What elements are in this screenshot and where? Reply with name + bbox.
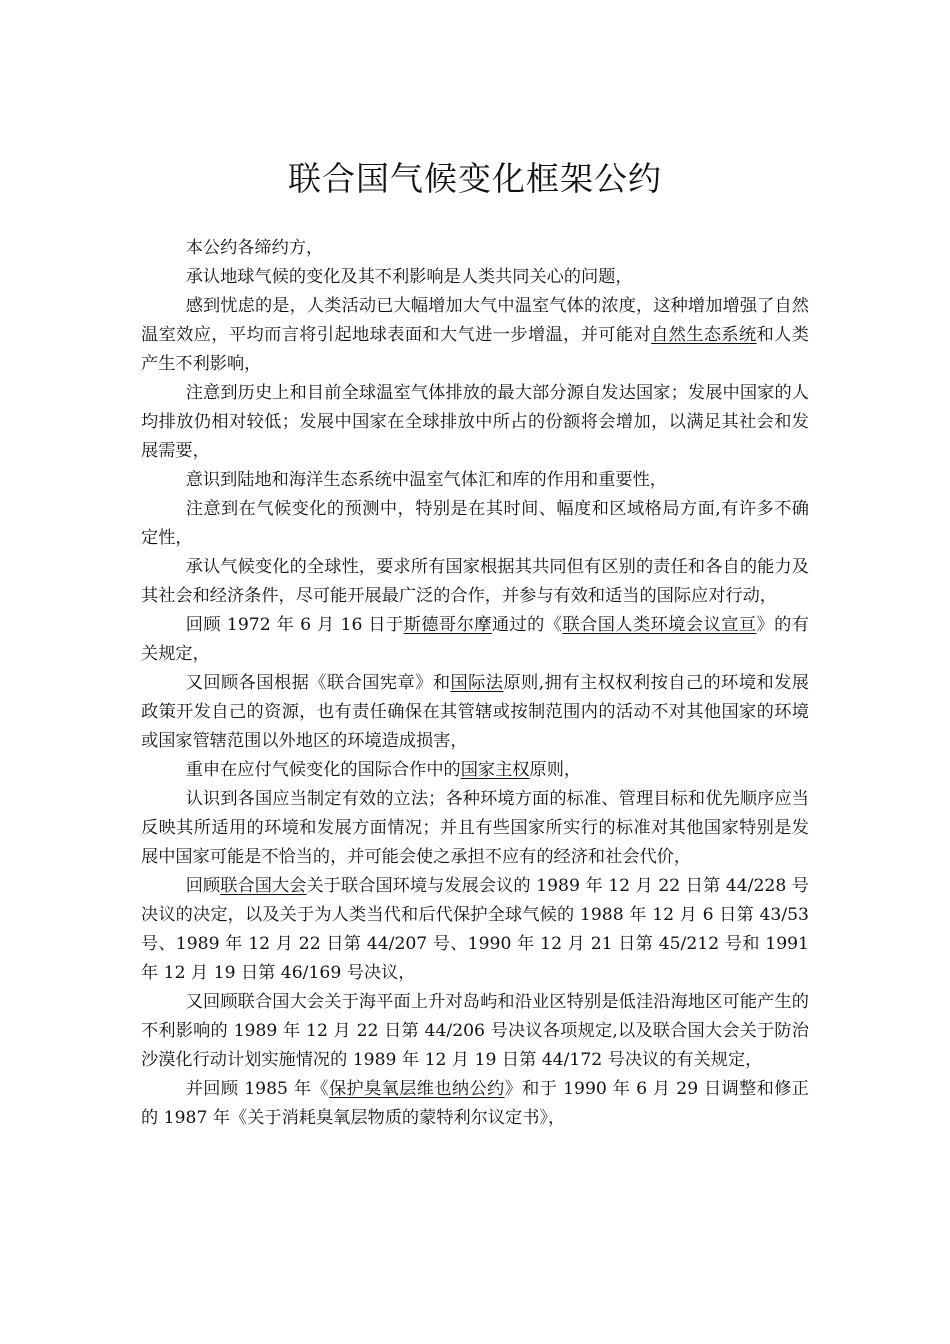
hyperlink[interactable]: 国际法 <box>450 673 504 693</box>
document-title: 联合国气候变化框架公约 <box>288 159 662 198</box>
paragraph <box>141 379 809 466</box>
paragraph-text: 通过的《 <box>491 615 563 635</box>
paragraph-text: 注意到在气候变化的预测中，特别是在其时间、幅度和区域格局方面,有许多不确定性， <box>141 499 809 548</box>
paragraph-text: 感到忧虑的是，人类活动已大幅增加大气中温室气体的浓度，这种增加增强了自然温室效应，平均而言将引起地球表面和大气进一步增温，并可能对 <box>141 296 809 345</box>
paragraph <box>141 553 809 611</box>
document-body <box>141 234 809 1133</box>
paragraph-text: 承认气候变化的全球性，要求所有国家根据其共同但有区别的责任和各自的能力及其社会和经济条件，尽可能开展最广泛的合作，并参与有效和适当的国际应对行动， <box>141 557 809 606</box>
hyperlink[interactable]: 联合国大会 <box>220 876 307 896</box>
paragraph <box>141 669 809 756</box>
paragraph <box>141 611 809 669</box>
paragraph-text: 认识到各国应当制定有效的立法；各种环境方面的标准、管理目标和优先顺序应当反映其所适用的环境和发展方面情况；并且有些国家所实行的标准对其他国家特别是发展中国家可能是不恰当的，并可能会使之承担不应有的经济和社会代价， <box>141 789 809 867</box>
hyperlink[interactable]: 自然生态系统 <box>651 325 757 345</box>
paragraph-text: 回顾 <box>185 876 221 896</box>
paragraph-text: 回顾 1972 年 6 月 16 日于 <box>185 615 404 635</box>
paragraph-text: 并回顾 1985 年《 <box>185 1079 329 1099</box>
paragraph <box>141 785 809 872</box>
paragraph-text: 原则,拥有主权权利按自己的环境和发展政策开发自己的资源，也有责任确保在其管辖或按制范围内的活动不对其他国家的环境或国家管辖范围以外地区的环境造成损害， <box>141 673 809 751</box>
paragraph-text: 注意到历史上和目前全球温室气体排放的最大部分源自发达国家；发展中国家的人均排放仍相对较低；发展中国家在全球排放中所占的份额将会增加，以满足其社会和发展需要， <box>141 383 809 461</box>
paragraph-text: 原则， <box>529 760 582 780</box>
paragraph-text: 重申在应付气候变化的国际合作中的 <box>185 760 461 780</box>
hyperlink[interactable]: 国家主权 <box>460 760 530 780</box>
paragraph-text: 关于联合国环境与发展会议的 1989 年 12 月 22 日第 44/228 号决议的决定，以及关于为人类当代和后代保护全球气候的 1988 年 12 月 6 日第 43/53 号、1989 年 12 月 22 日第 44/207 号、1990 年 12 月 21 日第 45/212 号和 1991 年 12 月 19 日第 46/169 号决议， <box>141 876 809 983</box>
paragraph-text: 和人类产生不利影响， <box>141 325 809 374</box>
paragraph-text: 意识到陆地和海洋生态系统中温室气体汇和库的作用和重要性， <box>185 470 667 490</box>
paragraph <box>141 495 809 553</box>
paragraph-text: 本公约各缔约方， <box>185 238 324 258</box>
paragraph-text: 承认地球气候的变化及其不利影响是人类共同关心的问题， <box>185 267 633 287</box>
paragraph <box>141 1075 809 1133</box>
paragraph <box>141 988 809 1075</box>
paragraph <box>141 234 809 263</box>
hyperlink[interactable]: 联合国人类环境会议宣亘 <box>562 615 757 635</box>
paragraph <box>141 263 809 292</box>
paragraph <box>141 466 809 495</box>
paragraph <box>141 872 809 988</box>
paragraph <box>141 756 809 785</box>
paragraph-text: 》的有关规定， <box>141 615 809 664</box>
hyperlink[interactable]: 保护臭氧层维也纳公约 <box>328 1079 505 1099</box>
hyperlink[interactable]: 斯德哥尔摩 <box>403 615 492 635</box>
paragraph <box>141 292 809 379</box>
paragraph-text: 》和于 1990 年 6 月 29 日调整和修正的 1987 年《关于消耗臭氧层物质的蒙特利尔议定书》， <box>141 1079 809 1128</box>
paragraph-text: 又回顾各国根据《联合国宪章》和 <box>185 673 451 693</box>
paragraph-text: 又回顾联合国大会关于海平面上升对岛屿和沿业区特别是低洼沿海地区可能产生的不利影响的 1989 年 12 月 22 日第 44/206 号决议各项规定,以及联合国大会关于防治沙漠化行动计划实施情况的 1989 年 12 月 19 日第 44/172 号决议的有关规定， <box>141 992 809 1070</box>
